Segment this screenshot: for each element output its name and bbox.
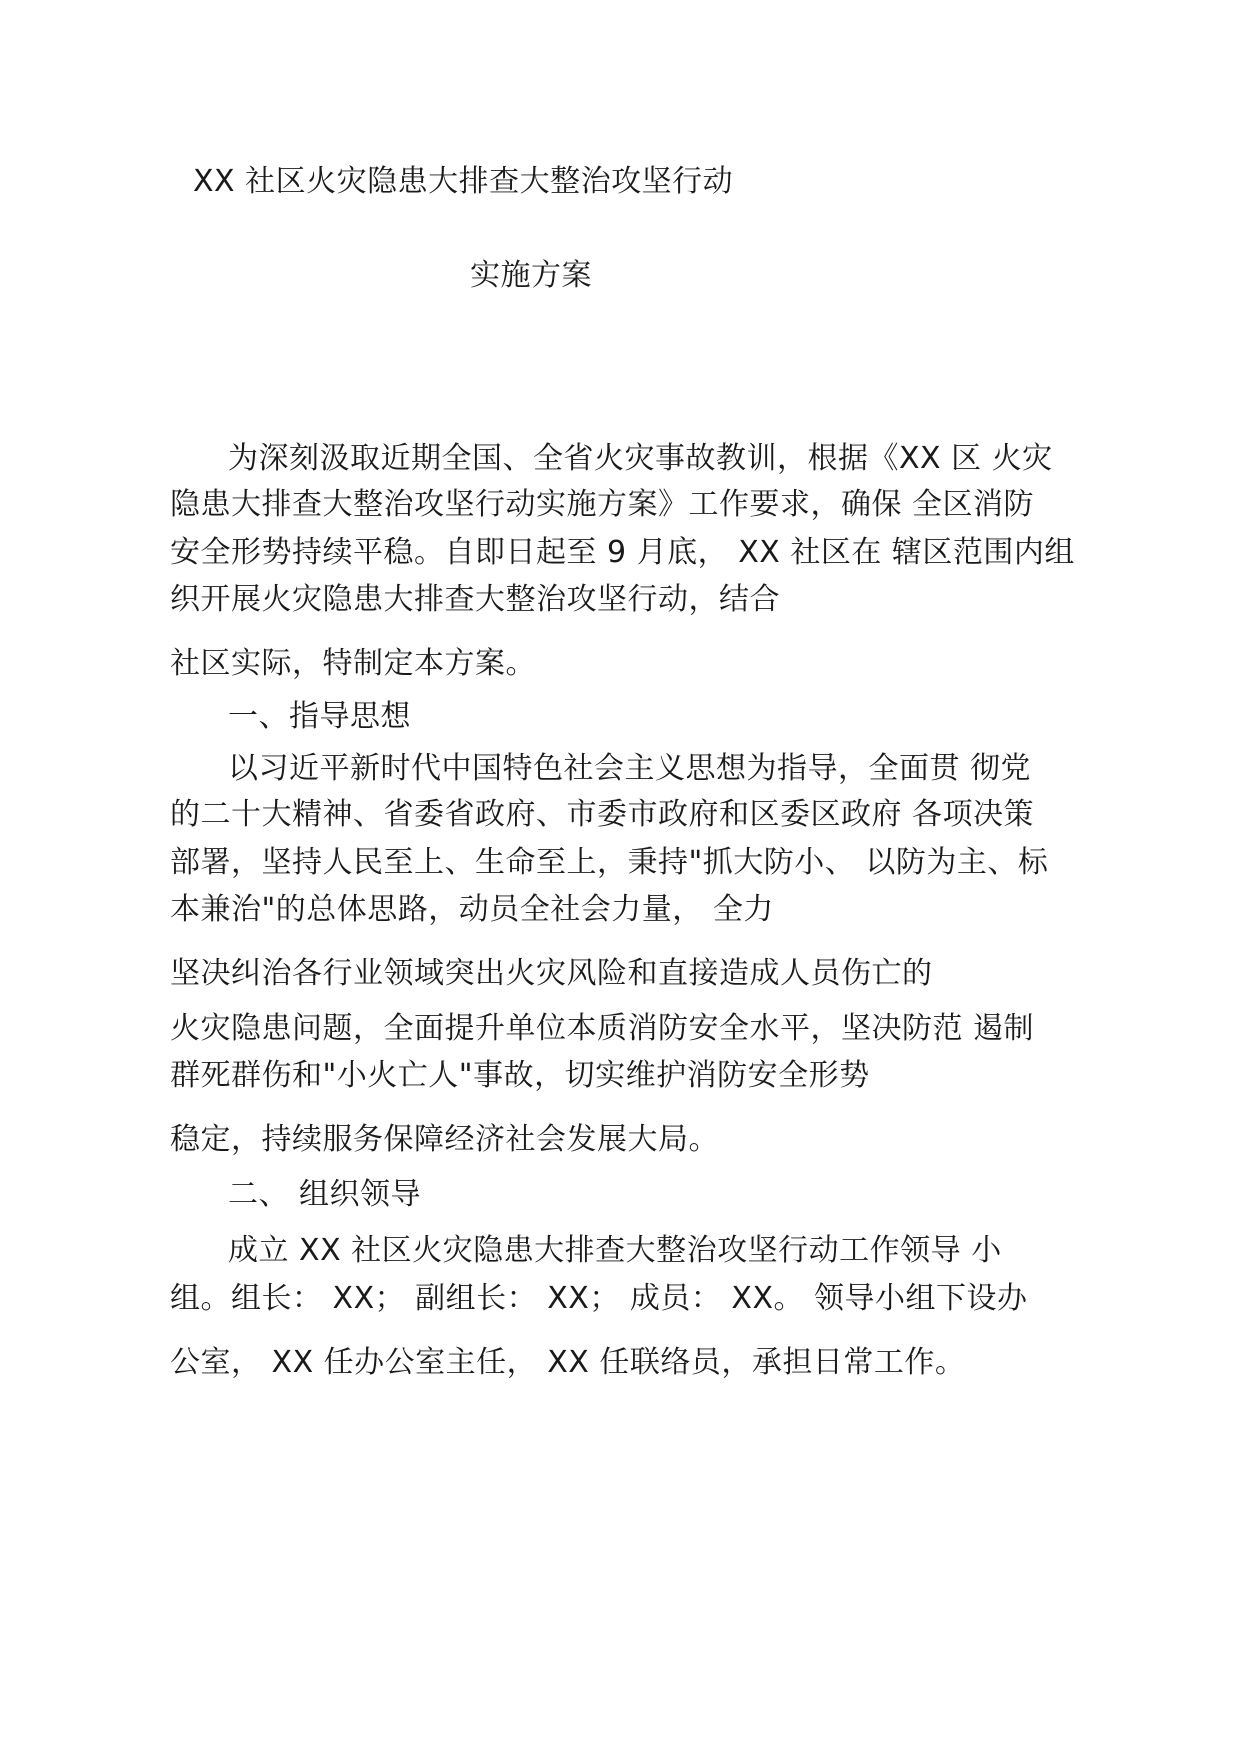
document-title-line2: 实施方案: [470, 258, 592, 293]
paragraph-line: 火灾隐患问题，全面提升单位本质消防安全水平，坚决防范 遏制: [170, 1011, 1035, 1046]
paragraph-line: 以习近平新时代中国特色社会主义思想为指导，全面贯 彻党: [228, 751, 1032, 786]
section-heading: 二、 组织领导: [228, 1177, 422, 1212]
paragraph-line: 稳定，持续服务保障经济社会发展大局。: [170, 1122, 719, 1157]
paragraph-line: 隐患大排查大整治攻坚行动实施方案》工作要求，确保 全区消防: [170, 487, 1035, 522]
paragraph-line: 组。组长： XX； 副组长： XX； 成员： XX。 领导小组下设办: [170, 1281, 1028, 1316]
paragraph-line: 织开展火灾隐患大排查大整治攻坚行动，结合: [170, 582, 780, 617]
paragraph-line: 群死群伤和"小火亡人"事故，切实维护消防安全形势: [170, 1058, 870, 1093]
paragraph-line: 部署，坚持人民至上、生命至上，秉持"抓大防小、 以防为主、标: [170, 845, 1049, 880]
document-title-line1: XX 社区火灾隐患大排查大整治攻坚行动: [193, 164, 734, 199]
paragraph-line: 坚决纠治各行业领域突出火灾风险和直接造成人员伤亡的: [170, 956, 933, 991]
paragraph-line: 本兼治"的总体思路，动员全社会力量， 全力: [170, 892, 774, 927]
paragraph-line: 安全形势持续平稳。自即日起至 9 月底， XX 社区在 辖区范围内组: [170, 535, 1075, 570]
paragraph-line: 成立 XX 社区火灾隐患大排查大整治攻坚行动工作领导 小: [228, 1233, 1002, 1268]
section-heading: 一、指导思想: [228, 699, 411, 734]
paragraph-line: 社区实际，特制定本方案。: [170, 646, 536, 681]
paragraph-line: 的二十大精神、省委省政府、市委市政府和区委区政府 各项决策: [170, 797, 1035, 832]
paragraph-line: 公室， XX 任办公室主任， XX 任联络员，承担日常工作。: [170, 1345, 966, 1380]
paragraph-line: 为深刻汲取近期全国、全省火灾事故教训，根据《XX 区 火灾: [228, 441, 1053, 476]
